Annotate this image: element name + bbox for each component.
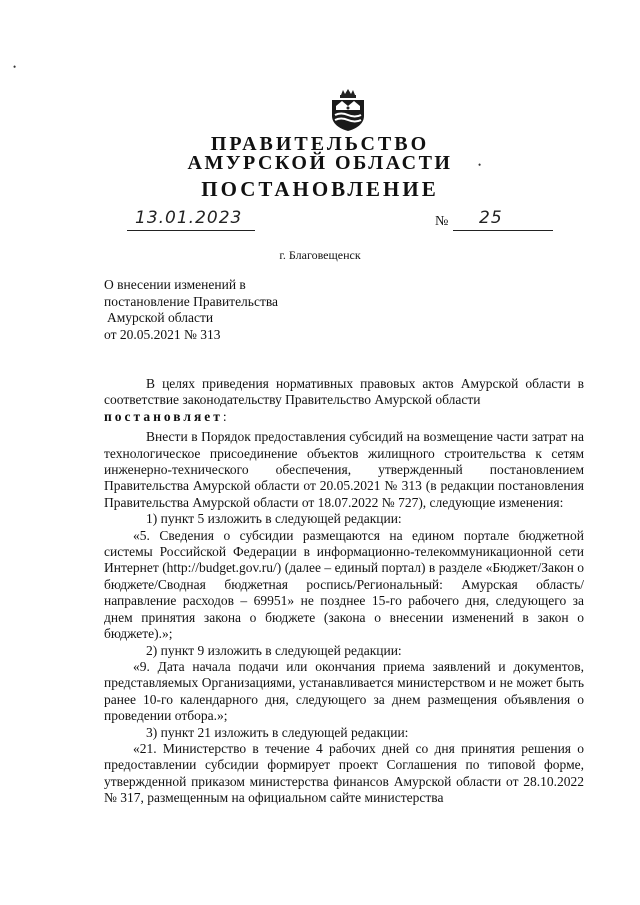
city-line: г. Благовещенск xyxy=(279,248,361,262)
handwritten-date: 13.01.2023 xyxy=(135,208,243,228)
coat-of-arms-icon xyxy=(328,88,368,132)
subject-line: Амурской области xyxy=(107,310,214,325)
number-field xyxy=(453,210,553,231)
date-field xyxy=(127,210,255,231)
region-title: АМУРСКОЙ ОБЛАСТИ xyxy=(187,152,453,174)
subject-line: О внесении изменений в xyxy=(104,277,246,292)
resolves-line xyxy=(104,409,584,425)
intro-paragraph: Внести в Порядок предоставления субсидий на возмещение части затрат на технологическое присоединение объектов жилищного строительства к сетям инженерно-технического обеспечения, утвержденный постановлением Правительства Амурской области от 20.05.2021 № 313 (в редакции постановления Правительства Амурской области от 18.07.2022 № 727), следующие изменения: xyxy=(104,429,584,510)
resolves-colon: : xyxy=(222,408,227,424)
change-item-2: 2) пункт 9 изложить в следующей редакции: xyxy=(146,642,402,658)
scan-speck: • xyxy=(478,160,482,170)
change-item-3: 3) пункт 21 изложить в следующей редакции: xyxy=(146,724,409,740)
preamble-paragraph: В целях приведения нормативных правовых актов Амурской области в соответствие законодательству Правительство Амурской области xyxy=(104,376,584,408)
scan-speck: • xyxy=(13,62,17,72)
change-item-1-text: «5. Сведения о субсидии размещаются на едином портале бюджетной системы Российской Федерации в информационно-телекоммуникационной сети Интернет (http://budget.gov.ru/) (далее – единый портал) в разделе «Бюджет/Закон о бюджете/Сводная бюджетная роспись/Региональный: Амурская область/направление расходов – 69951» не позднее 15-го рабочего дня, следующего за днем принятия закона о бюджете (закона о внесении изменений в закон о бюджете).»; xyxy=(104,527,584,642)
document-type-title: ПОСТАНОВЛЕНИЕ xyxy=(201,177,439,201)
handwritten-number: 25 xyxy=(479,208,503,228)
change-item-2-text: «9. Дата начала подачи или окончания приема заявлений и документов, представляемых Организациями, устанавливается министерством и не может быть ранее 10-го календарного дня, следующего за днем размещения объявления о проведении отбора.»; xyxy=(104,658,584,724)
document-subject xyxy=(104,277,278,343)
change-item-3-text: «21. Министерство в течение 4 рабочих дней со дня принятия решения о предоставлении субсидии формирует проект Соглашения по типовой форме, утвержденной приказом министерства финансов Амурской области от 28.10.2022 № 317, размещенным на официальном сайте министерства xyxy=(104,740,584,806)
change-item-1: 1) пункт 5 изложить в следующей редакции: xyxy=(146,511,402,527)
number-label: № xyxy=(435,214,449,229)
government-title: ПРАВИТЕЛЬСТВО xyxy=(210,133,430,155)
subject-line: от 20.05.2021 № 313 xyxy=(104,326,221,342)
document-body xyxy=(104,376,584,807)
resolves-word: постановляет xyxy=(104,408,223,424)
subject-line: постановление Правительства xyxy=(104,293,279,309)
